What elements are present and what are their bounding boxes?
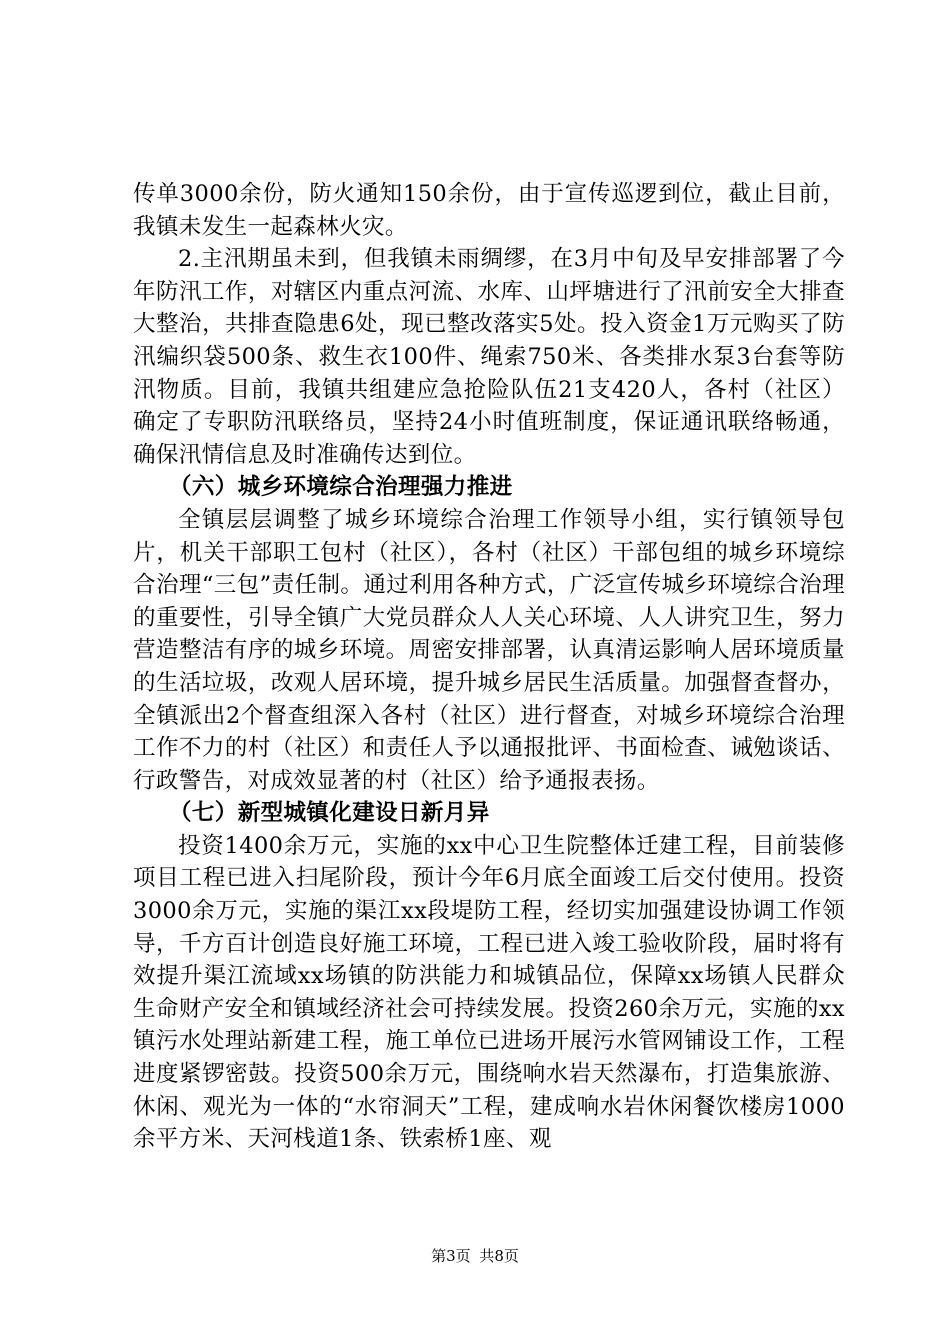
page-total: 共8页: [479, 1247, 519, 1265]
page-footer: [0, 1246, 950, 1266]
paragraph-urbanization: 投资1400余万元，实施的xx中心卫生院整体迁建工程，目前装修项目工程已进入扫尾阶段，预计今年6月底全面竣工后交付使用。投资3000余万元，实施的渠江xx段堤防工程，经切实加强建设协调工作领导，千方百计创造良好施工环境，工程已进入竣工验收阶段，届时将有效提升渠江流域xx场镇的防洪能力和城镇品位，保障xx场镇人民群众生命财产安全和镇域经济社会可持续发展。投资260余万元，实施的xx镇污水处理站新建工程，施工单位已进场开展污水管网铺设工作，工程进度紧锣密鼓。投资500余万元，围绕响水岩天然瀑布，打造集旅游、休闲、观光为一体的“水帘洞天”工程，建成响水岩休闲餐饮楼房1000余平方米、天河栈道1条、铁索桥1座、观: [133, 832, 845, 1153]
paragraph-fire-prevention-end: 传单3000余份，防火通知150余份，由于宣传巡逻到位，截止目前，我镇未发生一起森林火灾。: [133, 181, 845, 240]
document-body: [133, 178, 845, 1156]
section-heading-urbanization: （七）新型城镇化建设日新月异: [169, 800, 490, 827]
paragraph-environment: 全镇层层调整了城乡环境综合治理工作领导小组，实行镇领导包片，机关干部职工包村（社区），各村（社区）干部包组的城乡环境综合治理“三包”责任制。通过利用各种方式，广泛宣传城乡环境综合治理的重要性，引导全镇广大党员群众人人关心环境、人人讲究卫生，努力营造整洁有序的城乡环境。周密安排部署，认真清运影响人居环境质量的生活垃圾，改观人居环境，提升城乡居民生活质量。加强督查督办，全镇派出2个督查组深入各村（社区）进行督查，对城乡环境综合治理工作不力的村（社区）和责任人予以通报批评、书面检查、诫勉谈话、行政警告，对成效显著的村（社区）给予通报表扬。: [133, 506, 845, 794]
page-number: 第3页: [431, 1247, 471, 1265]
section-heading-environment: （六）城乡环境综合治理强力推进: [169, 474, 513, 501]
paragraph-flood-control: 2.主汛期虽未到，但我镇未雨绸缪，在3月中旬及早安排部署了今年防汛工作，对辖区内重点河流、水库、山坪塘进行了汛前安全大排查大整治，共排查隐患6处，现已整改落实5处。投入资金1万元购买了防汛编织袋500条、救生衣100件、绳索750米、各类排水泵3台套等防汛物质。目前，我镇共组建应急抢险队伍21支420人，各村（社区）确定了专职防汛联络员，坚持24小时值班制度，保证通讯联络畅通，确保汛情信息及时准确传达到位。: [133, 246, 845, 468]
